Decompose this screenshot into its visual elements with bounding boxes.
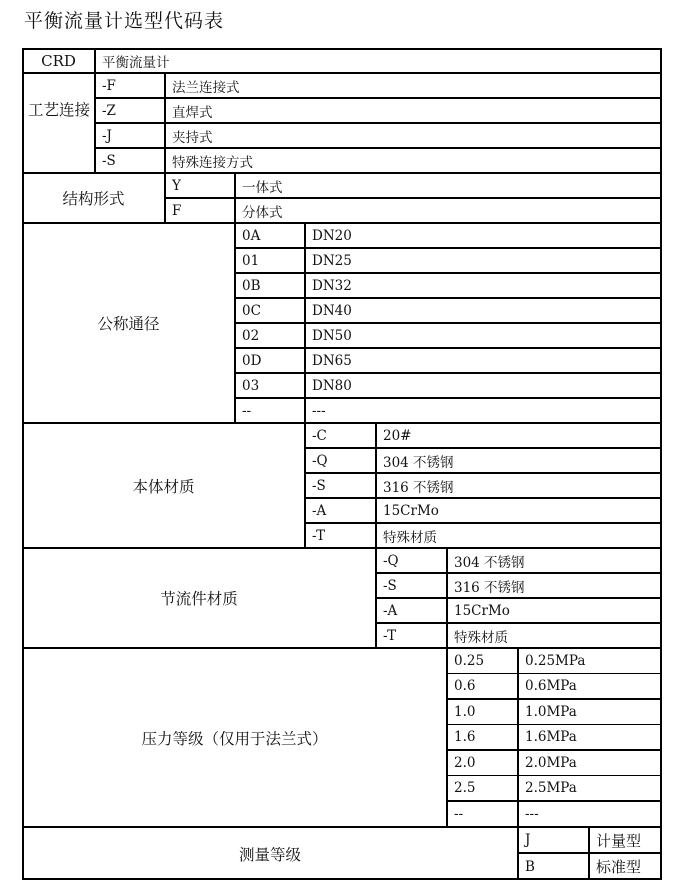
pressure-code: -- [454, 806, 464, 822]
diameter-desc: DN32 [312, 277, 352, 294]
body-material-code: -T [312, 527, 326, 544]
grid-line [22, 422, 662, 423]
pressure-desc: 1.6MPa [525, 729, 577, 746]
grid-line [235, 297, 662, 298]
grid-line [305, 497, 662, 498]
throttle-material-code: -A [383, 602, 398, 619]
pressure-code: 0.25 [454, 652, 485, 669]
grid-line [447, 673, 662, 674]
pressure-desc: 2.0MPa [525, 754, 577, 771]
grid-line [305, 447, 662, 448]
grid-line [375, 423, 376, 648]
body-material-desc: 特殊材质 [383, 529, 437, 546]
grade-label: 测量等级 [238, 845, 301, 864]
model-desc: 平衡流量计 [102, 54, 170, 71]
body-material-label: 本体材质 [132, 477, 195, 496]
grade-desc: 计量型 [596, 831, 642, 850]
diameter-desc: DN25 [312, 252, 352, 269]
structure-desc: 一体式 [242, 179, 283, 196]
grade-code: B [525, 858, 535, 875]
grid-line [95, 122, 662, 123]
structure-label: 结构形式 [62, 190, 125, 208]
connection-code: -Z [102, 102, 116, 119]
diameter-desc: DN50 [312, 327, 352, 344]
throttle-material-code: -S [383, 577, 397, 594]
grid-line [376, 572, 662, 573]
pressure-code: 0.6 [454, 678, 476, 695]
diameter-desc: DN65 [312, 352, 352, 369]
diameter-desc: DN80 [312, 377, 352, 394]
grid-line [95, 97, 662, 98]
connection-desc: 直焊式 [172, 104, 213, 121]
diameter-desc: DN40 [312, 302, 352, 319]
structure-code: Y [172, 177, 181, 194]
throttle-material-desc: 15CrMo [454, 602, 510, 619]
connection-desc: 法兰连接式 [172, 79, 240, 96]
grade-code: J [525, 832, 531, 848]
grid-line [235, 347, 662, 348]
body-material-code: -Q [312, 452, 328, 469]
grid-line [518, 852, 662, 853]
connection-label: 工艺连接 [28, 101, 91, 119]
grid-line [95, 147, 662, 148]
pressure-desc: --- [525, 806, 539, 822]
grid-line [517, 648, 518, 880]
structure-code: F [172, 202, 182, 219]
pressure-code: 1.0 [454, 703, 476, 720]
body-material-code: -C [312, 427, 327, 444]
throttle-material-label: 节流件材质 [160, 590, 238, 608]
grid-line [235, 322, 662, 323]
body-material-code: -A [312, 502, 327, 519]
grid-line [94, 48, 95, 173]
diameter-code: 0C [242, 302, 261, 319]
diameter-code: 03 [242, 377, 260, 394]
pressure-desc: 1.0MPa [525, 703, 577, 720]
grid-line [22, 172, 662, 173]
diameter-code: 02 [242, 327, 260, 344]
connection-desc: 特殊连接方式 [172, 154, 253, 171]
body-material-desc: 316 不锈钢 [383, 479, 454, 496]
pressure-desc: 2.5MPa [525, 780, 577, 797]
grid-line [447, 775, 662, 776]
diameter-label: 公称通径 [97, 315, 160, 333]
grid-line [447, 749, 662, 750]
pressure-code: 1.6 [454, 729, 476, 746]
pressure-desc: 0.6MPa [525, 678, 577, 695]
grid-line [235, 247, 662, 248]
grid-line [305, 472, 662, 473]
grid-line [305, 522, 662, 523]
pressure-code: 2.5 [454, 780, 476, 797]
body-material-code: -S [312, 477, 326, 494]
grid-line [447, 698, 662, 699]
connection-code: -S [102, 152, 116, 169]
grid-line [22, 647, 662, 648]
grid-line [446, 548, 447, 827]
grid-line [22, 222, 662, 223]
grid-line [447, 724, 662, 725]
diameter-desc: --- [312, 402, 326, 419]
grid-line [376, 597, 662, 598]
grid-line [22, 72, 662, 73]
grid-line [165, 197, 662, 198]
grid-line [235, 397, 662, 398]
throttle-material-desc: 304 不锈钢 [454, 554, 525, 571]
throttle-material-code: -Q [383, 552, 399, 569]
diameter-code: 0A [242, 227, 261, 244]
selection-code-table [22, 48, 662, 880]
model-code: CRD [41, 51, 76, 70]
diameter-code: 01 [242, 252, 260, 269]
grid-line [22, 826, 662, 827]
body-material-desc: 15CrMo [383, 502, 439, 519]
diameter-code: 0D [242, 352, 262, 369]
pressure-code: 2.0 [454, 754, 476, 771]
grid-line [235, 272, 662, 273]
pressure-label: 压力等级（仅用于法兰式） [141, 729, 328, 748]
throttle-material-desc: 316 不锈钢 [454, 579, 525, 596]
throttle-material-desc: 特殊材质 [454, 629, 508, 646]
grid-line [235, 372, 662, 373]
connection-desc: 夹持式 [172, 129, 213, 146]
body-material-desc: 304 不锈钢 [383, 454, 454, 471]
diameter-desc: DN20 [312, 227, 352, 244]
structure-desc: 分体式 [242, 204, 283, 221]
throttle-material-code: -T [383, 627, 397, 644]
connection-code: -F [102, 77, 116, 94]
diameter-code: -- [242, 402, 252, 419]
body-material-desc: 20# [383, 427, 412, 444]
grid-line [376, 622, 662, 623]
grid-line [22, 547, 662, 548]
grade-desc: 标准型 [596, 858, 642, 876]
page-title: 平衡流量计选型代码表 [24, 10, 225, 32]
pressure-desc: 0.25MPa [525, 652, 586, 669]
connection-code: -J [102, 127, 112, 144]
diameter-code: 0B [242, 277, 261, 294]
grid-line [447, 800, 662, 801]
